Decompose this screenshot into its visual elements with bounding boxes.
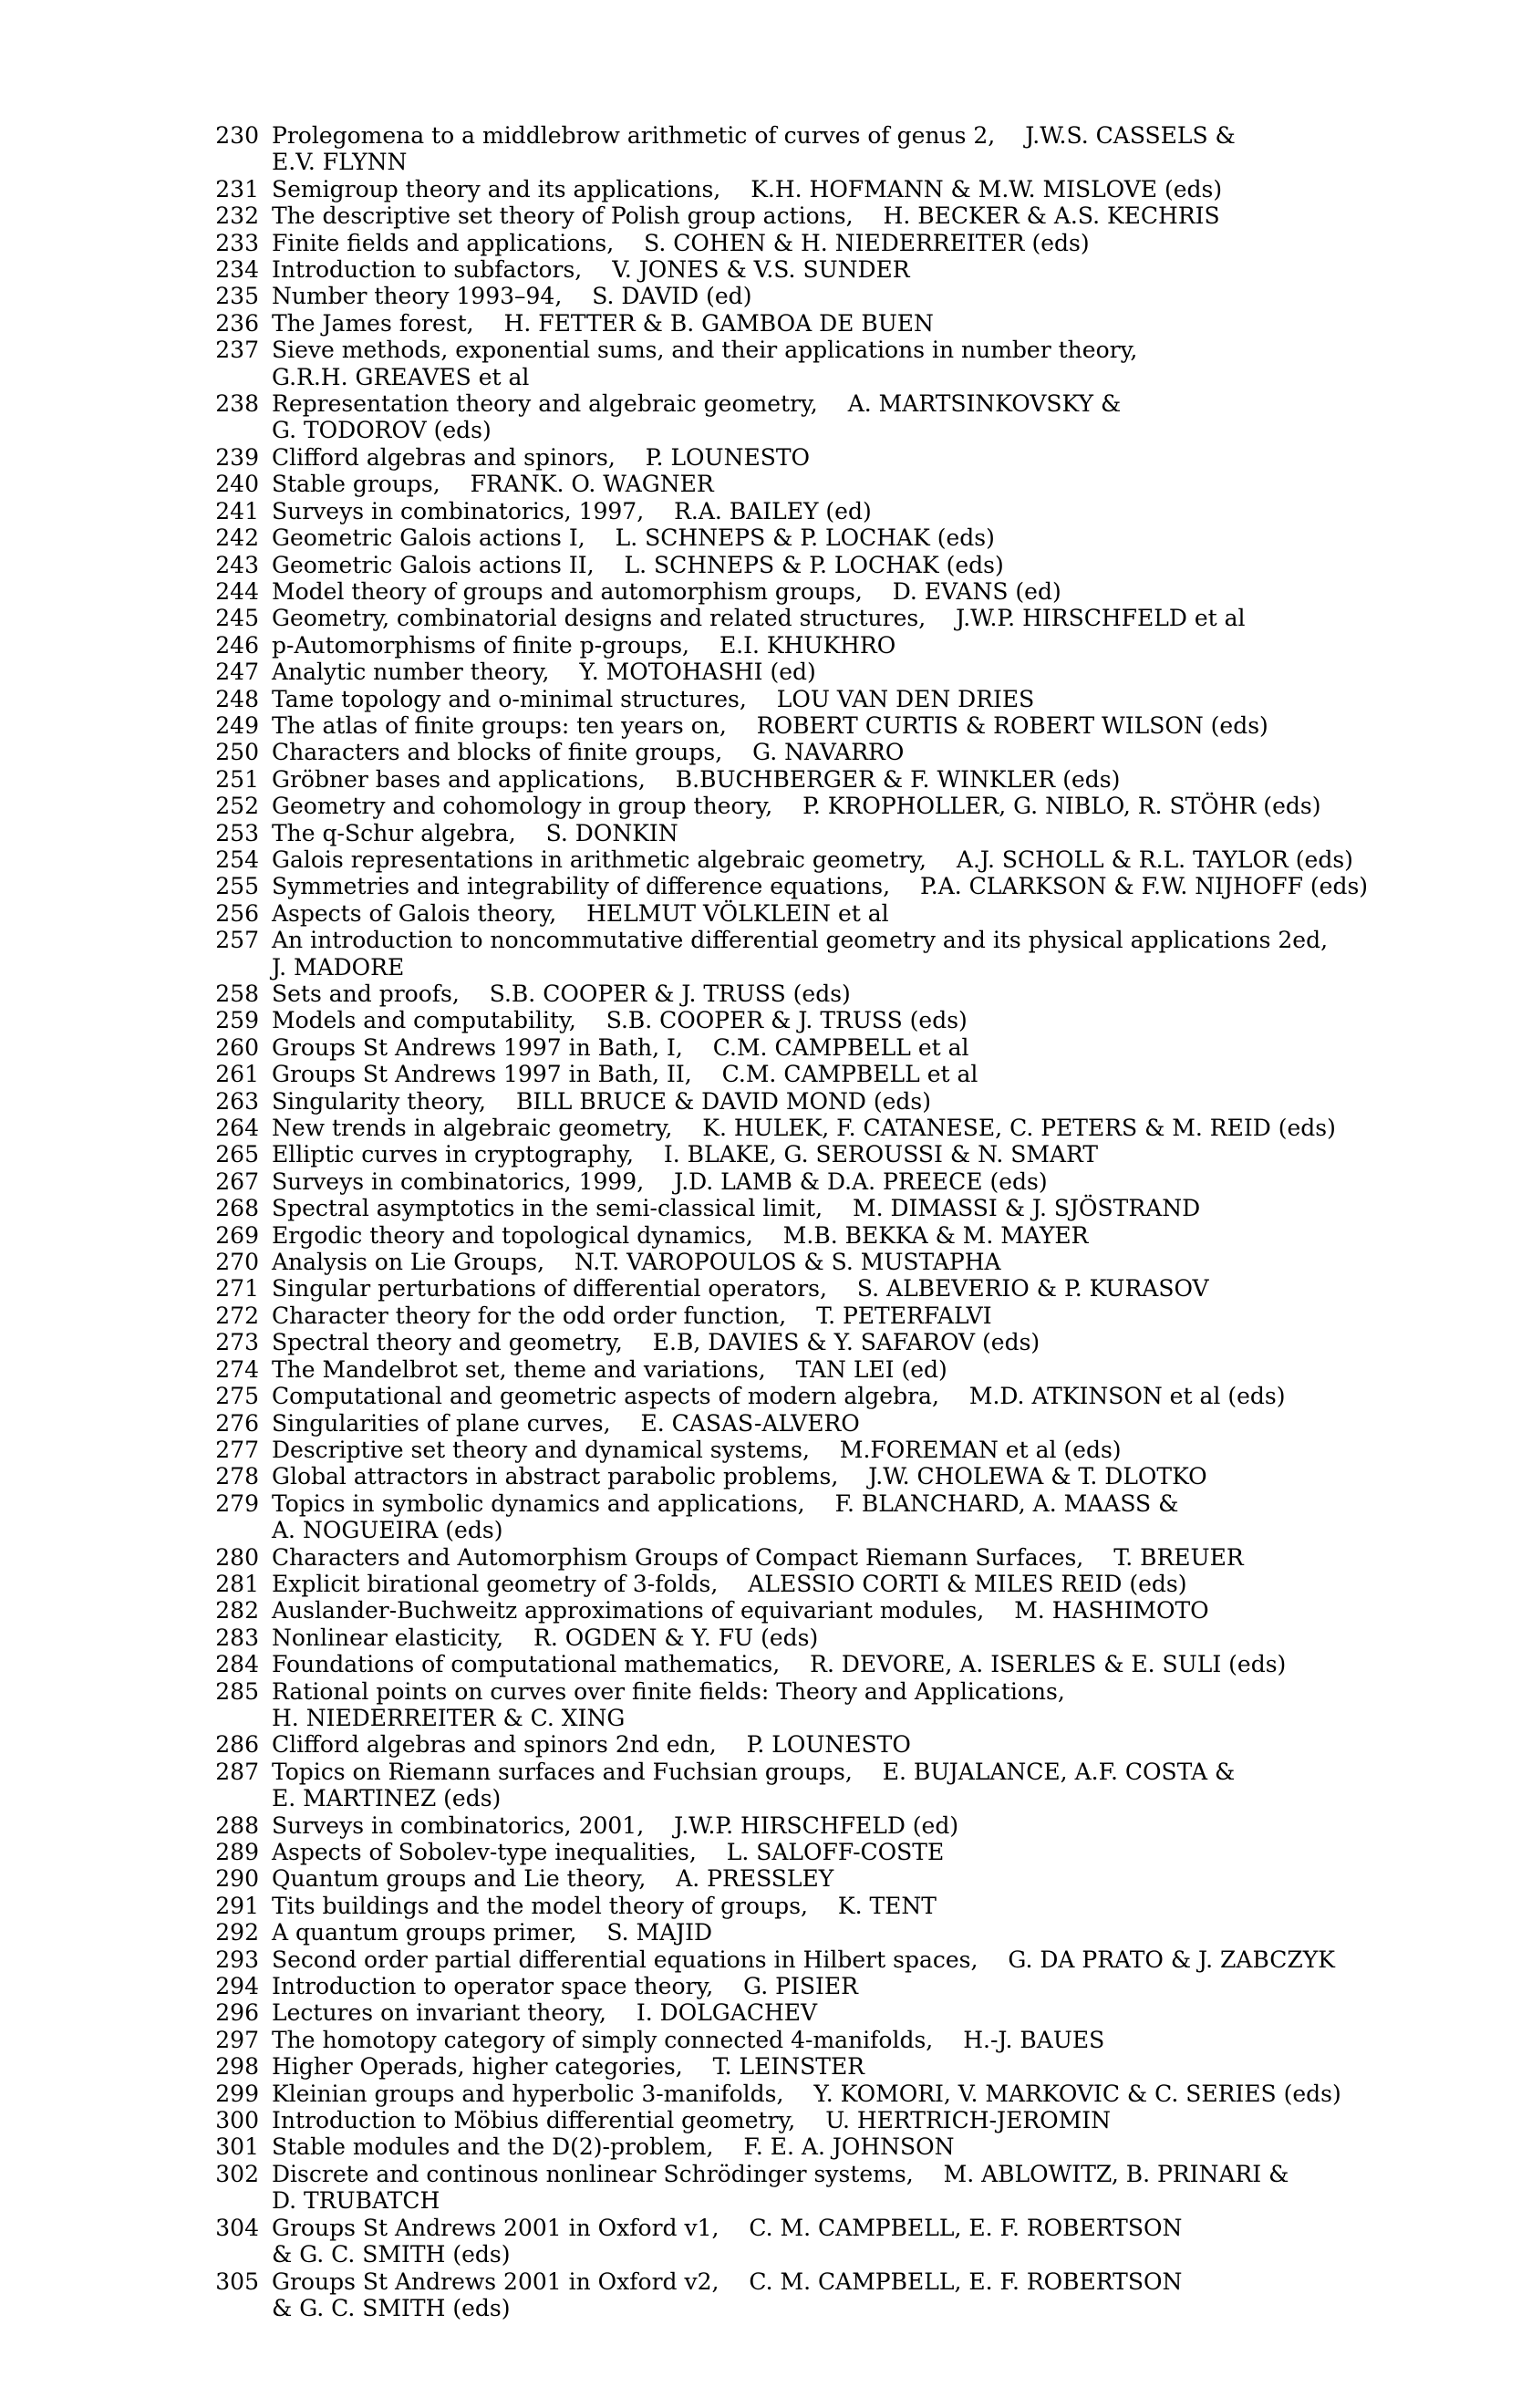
entry-authors: S. MAJID bbox=[606, 1919, 713, 1946]
entry-number: 274 bbox=[215, 1355, 259, 1383]
list-item bbox=[208, 524, 1412, 551]
entry-number: 293 bbox=[215, 1946, 259, 1973]
entry-authors: S.B. COOPER & J. TRUSS (eds) bbox=[489, 981, 851, 1007]
list-item bbox=[208, 1624, 1412, 1651]
entry-number: 296 bbox=[215, 1999, 259, 2027]
entry-title: The Mandelbrot set, theme and variations, bbox=[272, 1355, 766, 1383]
list-item bbox=[208, 471, 1412, 497]
list-item bbox=[208, 686, 1412, 712]
list-item bbox=[208, 2081, 1412, 2107]
entry-number: 273 bbox=[215, 1329, 259, 1356]
entry-continuation: & G. C. SMITH (eds) bbox=[272, 2241, 511, 2268]
entry-title: Discrete and continous nonlinear Schrödinger systems, bbox=[272, 2160, 914, 2187]
entry-number: 288 bbox=[215, 1811, 259, 1839]
entry-title: The James forest, bbox=[272, 309, 474, 337]
entry-title: Higher Operads, higher categories, bbox=[272, 2053, 683, 2081]
entry-number: 264 bbox=[215, 1115, 259, 1142]
list-item bbox=[208, 1061, 1412, 1087]
entry-authors: Y. MOTOHASHI (ed) bbox=[579, 659, 816, 686]
list-item bbox=[208, 1759, 1412, 1812]
entry-number: 281 bbox=[215, 1570, 259, 1597]
entry-continuation: E.V. FLYNN bbox=[272, 149, 408, 176]
entry-number: 231 bbox=[215, 175, 259, 202]
entry-number: 284 bbox=[215, 1651, 259, 1678]
entry-title: Stable modules and the D(2)-problem, bbox=[272, 2133, 714, 2161]
entry-authors: J.W.P. HIRSCHFELD (ed) bbox=[674, 1811, 959, 1839]
entry-title: Singular perturbations of differential operators, bbox=[272, 1275, 827, 1303]
entry-number: 250 bbox=[215, 739, 259, 766]
entry-title: Surveys in combinatorics, 1999, bbox=[272, 1168, 645, 1195]
entry-title: Surveys in combinatorics, 1997, bbox=[272, 497, 645, 524]
entry-authors: C. M. CAMPBELL, E. F. ROBERTSON bbox=[749, 2268, 1183, 2295]
entry-continuation: G.R.H. GREAVES et al bbox=[272, 363, 530, 390]
entry-authors: I. DOLGACHEV bbox=[636, 1999, 818, 2027]
entry-number: 260 bbox=[215, 1033, 259, 1061]
entry-number: 232 bbox=[215, 202, 259, 230]
entry-authors: C.M. CAMPBELL et al bbox=[712, 1033, 969, 1061]
entry-title: Symmetries and integrability of difference equations, bbox=[272, 873, 891, 900]
list-item bbox=[208, 1571, 1412, 1597]
entry-title: Prolegomena to a middlebrow arithmetic of curves of genus 2, bbox=[272, 122, 996, 149]
entry-number: 243 bbox=[215, 551, 259, 578]
entry-authors: V. JONES & V.S. SUNDER bbox=[612, 256, 910, 284]
entry-title: Analytic number theory, bbox=[272, 659, 550, 686]
entry-number: 263 bbox=[215, 1087, 259, 1115]
entry-authors: M. ABLOWITZ, B. PRINARI & bbox=[943, 2160, 1289, 2187]
entry-number: 302 bbox=[215, 2160, 259, 2187]
list-item bbox=[208, 739, 1412, 765]
entry-authors: M.B. BEKKA & M. MAYER bbox=[782, 1221, 1089, 1249]
entry-authors: H.-J. BAUES bbox=[963, 2026, 1105, 2053]
entry-authors: H. FETTER & B. GAMBOA DE BUEN bbox=[503, 309, 934, 337]
entry-title: An introduction to noncommutative differential geometry and its physical applications 2ed, bbox=[272, 927, 1329, 954]
list-item bbox=[208, 1973, 1412, 1999]
entry-number: 276 bbox=[215, 1409, 259, 1437]
entry-title: Foundations of computational mathematics, bbox=[272, 1651, 781, 1678]
entry-authors: F. E. A. JOHNSON bbox=[743, 2133, 955, 2161]
entry-authors: T. LEINSTER bbox=[712, 2053, 865, 2081]
entry-authors: S. DONKIN bbox=[545, 819, 678, 846]
list-item bbox=[208, 605, 1412, 631]
entry-title: Model theory of groups and automorphism groups, bbox=[272, 577, 863, 605]
entry-title: Characters and Automorphism Groups of Compact Riemann Surfaces, bbox=[272, 1543, 1084, 1571]
list-item bbox=[208, 632, 1412, 659]
entry-title: Rational points on curves over finite fields: Theory and Applications, bbox=[272, 1677, 1065, 1705]
list-item bbox=[208, 2215, 1412, 2268]
entry-number: 294 bbox=[215, 1973, 259, 2000]
entry-authors: Y. KOMORI, V. MARKOVIC & C. SERIES (eds) bbox=[813, 2080, 1341, 2107]
entry-number: 282 bbox=[215, 1597, 259, 1624]
entry-number: 278 bbox=[215, 1463, 259, 1490]
entry-number: 300 bbox=[215, 2107, 259, 2134]
list-item bbox=[208, 2268, 1412, 2322]
entry-authors: A.J. SCHOLL & R.L. TAYLOR (eds) bbox=[956, 846, 1353, 873]
entry-authors: K.H. HOFMANN & M.W. MISLOVE (eds) bbox=[750, 175, 1223, 202]
entry-title: Global attractors in abstract parabolic problems, bbox=[272, 1463, 839, 1490]
list-item bbox=[208, 1731, 1412, 1758]
entry-title: Geometry and cohomology in group theory, bbox=[272, 793, 773, 820]
entry-authors: K. TENT bbox=[837, 1892, 937, 1919]
entry-title: Computational and geometric aspects of modern algebra, bbox=[272, 1383, 939, 1410]
entry-authors: S. DAVID (ed) bbox=[592, 283, 752, 310]
entry-title: Sets and proofs, bbox=[272, 981, 460, 1007]
entry-number: 245 bbox=[215, 605, 259, 632]
entry-title: Descriptive set theory and dynamical systems, bbox=[272, 1436, 810, 1463]
entry-title: Analysis on Lie Groups, bbox=[272, 1249, 545, 1276]
entry-number: 304 bbox=[215, 2214, 259, 2241]
entry-title: Introduction to operator space theory, bbox=[272, 1973, 714, 2000]
entry-authors: P. KROPHOLLER, G. NIBLO, R. STÖHR (eds) bbox=[802, 793, 1321, 820]
list-item bbox=[208, 1839, 1412, 1865]
entry-title: Groups St Andrews 1997 in Bath, I, bbox=[272, 1033, 683, 1061]
list-item bbox=[208, 1597, 1412, 1624]
entry-title: Geometric Galois actions I, bbox=[272, 524, 585, 552]
entry-title: Singularities of plane curves, bbox=[272, 1409, 611, 1437]
entry-title: Tits buildings and the model theory of groups, bbox=[272, 1892, 808, 1919]
entry-authors: I. BLAKE, G. SEROUSSI & N. SMART bbox=[663, 1141, 1099, 1168]
list-item bbox=[208, 1919, 1412, 1946]
entry-authors: H. BECKER & A.S. KECHRIS bbox=[883, 202, 1220, 230]
entry-title: The descriptive set theory of Polish group actions, bbox=[272, 202, 854, 230]
entry-title: Singularity theory, bbox=[272, 1087, 486, 1115]
list-item bbox=[208, 1999, 1412, 2026]
entry-number: 259 bbox=[215, 1007, 259, 1034]
entry-title: Spectral theory and geometry, bbox=[272, 1329, 623, 1356]
entry-authors: G. PISIER bbox=[743, 1973, 858, 2000]
list-item bbox=[208, 2027, 1412, 2053]
entry-number: 238 bbox=[215, 390, 259, 418]
list-item bbox=[208, 176, 1412, 202]
entry-title: Characters and blocks of finite groups, bbox=[272, 739, 723, 766]
entry-number: 292 bbox=[215, 1919, 259, 1946]
entry-authors: ROBERT CURTIS & ROBERT WILSON (eds) bbox=[756, 711, 1268, 739]
entry-continuation: A. NOGUEIRA (eds) bbox=[272, 1517, 503, 1544]
entry-authors: L. SCHNEPS & P. LOCHAK (eds) bbox=[624, 551, 1004, 578]
entry-title: The atlas of finite groups: ten years on, bbox=[272, 711, 727, 739]
entry-title: Quantum groups and Lie theory, bbox=[272, 1865, 647, 1893]
entry-number: 257 bbox=[215, 927, 259, 954]
list-item bbox=[208, 1865, 1412, 1892]
list-item bbox=[208, 1222, 1412, 1249]
list-item bbox=[208, 1195, 1412, 1221]
entry-number: 305 bbox=[215, 2268, 259, 2295]
list-item bbox=[208, 1115, 1412, 1141]
entry-title: Clifford algebras and spinors 2nd edn, bbox=[272, 1731, 717, 1759]
entry-title: Semigroup theory and its applications, bbox=[272, 175, 721, 202]
entry-number: 246 bbox=[215, 631, 259, 659]
book-series-list bbox=[208, 122, 1412, 2321]
list-item bbox=[208, 1678, 1412, 1732]
entry-number: 254 bbox=[215, 846, 259, 873]
entry-title: Groups St Andrews 2001 in Oxford v1, bbox=[272, 2214, 719, 2241]
entry-number: 280 bbox=[215, 1543, 259, 1571]
entry-title: Number theory 1993–94, bbox=[272, 283, 563, 310]
entry-number: 277 bbox=[215, 1436, 259, 1463]
entry-number: 261 bbox=[215, 1061, 259, 1088]
entry-number: 233 bbox=[215, 229, 259, 256]
entry-authors: C. M. CAMPBELL, E. F. ROBERTSON bbox=[749, 2214, 1183, 2241]
entry-continuation: H. NIEDERREITER & C. XING bbox=[272, 1704, 626, 1731]
entry-title: Geometry, combinatorial designs and related structures, bbox=[272, 605, 926, 632]
list-item bbox=[208, 927, 1412, 981]
entry-authors: L. SCHNEPS & P. LOCHAK (eds) bbox=[615, 524, 995, 552]
entry-number: 287 bbox=[215, 1758, 259, 1785]
list-item bbox=[208, 793, 1412, 819]
entry-authors: F. BLANCHARD, A. MAASS & bbox=[834, 1489, 1179, 1517]
list-item bbox=[208, 1410, 1412, 1437]
entry-number: 247 bbox=[215, 659, 259, 686]
entry-title: Gröbner bases and applications, bbox=[272, 765, 646, 793]
entry-continuation: & G. C. SMITH (eds) bbox=[272, 2294, 511, 2321]
entry-number: 258 bbox=[215, 981, 259, 1007]
list-item bbox=[208, 1544, 1412, 1571]
entry-title: New trends in algebraic geometry, bbox=[272, 1115, 673, 1142]
entry-authors: U. HERTRICH-JEROMIN bbox=[825, 2107, 1111, 2134]
entry-title: The q-Schur algebra, bbox=[272, 819, 516, 846]
list-item bbox=[208, 337, 1412, 390]
list-item bbox=[208, 1651, 1412, 1677]
entry-title: p-Automorphisms of finite p-groups, bbox=[272, 631, 689, 659]
list-item bbox=[208, 1088, 1412, 1115]
entry-authors: J.D. LAMB & D.A. PREECE (eds) bbox=[674, 1168, 1048, 1195]
entry-title: Groups St Andrews 1997 in Bath, II, bbox=[272, 1061, 692, 1088]
entry-title: Galois representations in arithmetic algebraic geometry, bbox=[272, 846, 926, 873]
list-item bbox=[208, 202, 1412, 229]
list-item bbox=[208, 2133, 1412, 2160]
entry-authors: K. HULEK, F. CATANESE, C. PETERS & M. REID (eds) bbox=[702, 1115, 1336, 1142]
entry-number: 242 bbox=[215, 524, 259, 552]
list-item bbox=[208, 1383, 1412, 1409]
list-item bbox=[208, 1437, 1412, 1463]
entry-authors: T. BREUER bbox=[1113, 1543, 1244, 1571]
entry-authors: A. PRESSLEY bbox=[676, 1865, 834, 1893]
entry-continuation: G. TODOROV (eds) bbox=[272, 417, 492, 444]
entry-number: 251 bbox=[215, 765, 259, 793]
entry-title: Models and computability, bbox=[272, 1007, 576, 1034]
entry-title: Surveys in combinatorics, 2001, bbox=[272, 1811, 645, 1839]
entry-number: 244 bbox=[215, 577, 259, 605]
entry-authors: S.B. COOPER & J. TRUSS (eds) bbox=[606, 1007, 968, 1034]
entry-title: Groups St Andrews 2001 in Oxford v2, bbox=[272, 2268, 719, 2295]
entry-authors: R. OGDEN & Y. FU (eds) bbox=[533, 1624, 819, 1651]
list-item bbox=[208, 900, 1412, 927]
entry-authors: N.T. VAROPOULOS & S. MUSTAPHA bbox=[574, 1249, 1001, 1276]
entry-number: 272 bbox=[215, 1302, 259, 1329]
list-item bbox=[208, 578, 1412, 605]
entry-title: Aspects of Galois theory, bbox=[272, 899, 557, 927]
list-item bbox=[208, 1490, 1412, 1544]
entry-number: 249 bbox=[215, 711, 259, 739]
list-item bbox=[208, 1275, 1412, 1302]
entry-authors: J.W.P. HIRSCHFELD et al bbox=[956, 605, 1246, 632]
list-item bbox=[208, 873, 1412, 899]
entry-number: 275 bbox=[215, 1383, 259, 1410]
entry-number: 290 bbox=[215, 1865, 259, 1893]
entry-authors: C.M. CAMPBELL et al bbox=[721, 1061, 978, 1088]
entry-authors: J.W. CHOLEWA & T. DLOTKO bbox=[868, 1463, 1207, 1490]
entry-number: 236 bbox=[215, 309, 259, 337]
entry-title: Ergodic theory and topological dynamics, bbox=[272, 1221, 753, 1249]
list-item bbox=[208, 820, 1412, 846]
entry-number: 268 bbox=[215, 1195, 259, 1222]
entry-title: Second order partial differential equations in Hilbert spaces, bbox=[272, 1946, 978, 1973]
list-item bbox=[208, 256, 1412, 283]
entry-title: Geometric Galois actions II, bbox=[272, 551, 595, 578]
entry-title: Introduction to subfactors, bbox=[272, 256, 583, 284]
list-item bbox=[208, 1893, 1412, 1919]
entry-authors: BILL BRUCE & DAVID MOND (eds) bbox=[515, 1087, 932, 1115]
entry-title: Lectures on invariant theory, bbox=[272, 1999, 606, 2027]
entry-authors: M.FOREMAN et al (eds) bbox=[839, 1436, 1122, 1463]
entry-authors: S. COHEN & H. NIEDERREITER (eds) bbox=[644, 229, 1090, 256]
entry-authors: D. EVANS (ed) bbox=[892, 577, 1061, 605]
entry-title: Character theory for the odd order function, bbox=[272, 1302, 787, 1329]
list-item bbox=[208, 122, 1412, 176]
entry-authors: G. NAVARRO bbox=[752, 739, 905, 766]
entry-authors: E.I. KHUKHRO bbox=[719, 631, 896, 659]
entry-title: Representation theory and algebraic geometry, bbox=[272, 390, 818, 418]
entry-authors: L. SALOFF-COSTE bbox=[726, 1839, 945, 1865]
entry-number: 256 bbox=[215, 899, 259, 927]
entry-authors: S. ALBEVERIO & P. KURASOV bbox=[856, 1275, 1209, 1303]
entry-number: 291 bbox=[215, 1892, 259, 1919]
entry-authors: R. DEVORE, A. ISERLES & E. SULI (eds) bbox=[810, 1651, 1287, 1678]
entry-number: 235 bbox=[215, 283, 259, 310]
entry-number: 299 bbox=[215, 2080, 259, 2107]
entry-authors: G. DA PRATO & J. ZABCZYK bbox=[1008, 1946, 1335, 1973]
entry-title: Clifford algebras and spinors, bbox=[272, 443, 616, 471]
entry-number: 286 bbox=[215, 1731, 259, 1759]
entry-title: Nonlinear elasticity, bbox=[272, 1624, 504, 1651]
entry-number: 234 bbox=[215, 256, 259, 284]
entry-authors: FRANK. O. WAGNER bbox=[470, 471, 714, 498]
entry-number: 301 bbox=[215, 2133, 259, 2161]
entry-number: 230 bbox=[215, 122, 259, 149]
list-item bbox=[208, 2161, 1412, 2215]
entry-authors: B.BUCHBERGER & F. WINKLER (eds) bbox=[675, 765, 1121, 793]
entry-authors: M.D. ATKINSON et al (eds) bbox=[968, 1383, 1286, 1410]
entry-title: Aspects of Sobolev-type inequalities, bbox=[272, 1839, 697, 1865]
entry-continuation: J. MADORE bbox=[272, 953, 405, 981]
list-item bbox=[208, 846, 1412, 873]
entry-number: 271 bbox=[215, 1275, 259, 1303]
entry-number: 283 bbox=[215, 1624, 259, 1651]
list-item bbox=[208, 310, 1412, 337]
list-item bbox=[208, 1007, 1412, 1033]
entry-title: Topics on Riemann surfaces and Fuchsian groups, bbox=[272, 1758, 853, 1785]
list-item bbox=[208, 444, 1412, 471]
entry-authors: M. DIMASSI & J. SJÖSTRAND bbox=[853, 1195, 1201, 1222]
list-item bbox=[208, 230, 1412, 256]
list-item bbox=[208, 1356, 1412, 1383]
list-item bbox=[208, 1812, 1412, 1839]
entry-title: Spectral asymptotics in the semi-classical limit, bbox=[272, 1195, 823, 1222]
entry-number: 240 bbox=[215, 471, 259, 498]
entry-title: Auslander-Buchweitz approximations of equivariant modules, bbox=[272, 1597, 985, 1624]
entry-authors: M. HASHIMOTO bbox=[1014, 1597, 1209, 1624]
entry-number: 241 bbox=[215, 497, 259, 524]
entry-authors: TAN LEI (ed) bbox=[795, 1355, 947, 1383]
entry-authors: ALESSIO CORTI & MILES REID (eds) bbox=[748, 1570, 1187, 1597]
entry-number: 252 bbox=[215, 793, 259, 820]
entry-title: Elliptic curves in cryptography, bbox=[272, 1141, 634, 1168]
entry-title: Finite fields and applications, bbox=[272, 229, 615, 256]
entry-authors: E. CASAS-ALVERO bbox=[640, 1409, 860, 1437]
entry-number: 255 bbox=[215, 873, 259, 900]
list-item bbox=[208, 981, 1412, 1007]
entry-authors: P. LOUNESTO bbox=[746, 1731, 911, 1759]
entry-title: Topics in symbolic dynamics and applications, bbox=[272, 1489, 805, 1517]
list-item bbox=[208, 498, 1412, 524]
entry-title: The homotopy category of simply connected 4-manifolds, bbox=[272, 2026, 934, 2053]
entry-number: 279 bbox=[215, 1489, 259, 1517]
entry-title: Tame topology and o-minimal structures, bbox=[272, 685, 747, 712]
list-item bbox=[208, 1141, 1412, 1168]
entry-authors: J.W.S. CASSELS & bbox=[1025, 122, 1236, 149]
entry-number: 297 bbox=[215, 2026, 259, 2053]
list-item bbox=[208, 1946, 1412, 1973]
list-item bbox=[208, 659, 1412, 685]
entry-number: 265 bbox=[215, 1141, 259, 1168]
entry-number: 253 bbox=[215, 819, 259, 846]
entry-authors: A. MARTSINKOVSKY & bbox=[847, 390, 1122, 418]
list-item bbox=[208, 2053, 1412, 2080]
list-item bbox=[208, 1303, 1412, 1329]
list-item bbox=[208, 712, 1412, 739]
list-item bbox=[208, 2107, 1412, 2133]
entry-authors: E. BUJALANCE, A.F. COSTA & bbox=[882, 1758, 1236, 1785]
entry-authors: HELMUT VÖLKLEIN et al bbox=[586, 899, 889, 927]
entry-number: 248 bbox=[215, 685, 259, 712]
list-item bbox=[208, 1329, 1412, 1355]
entry-title: Explicit birational geometry of 3-folds, bbox=[272, 1570, 719, 1597]
entry-number: 267 bbox=[215, 1168, 259, 1195]
entry-number: 270 bbox=[215, 1249, 259, 1276]
entry-number: 285 bbox=[215, 1677, 259, 1705]
entry-authors: E.B, DAVIES & Y. SAFAROV (eds) bbox=[652, 1329, 1040, 1356]
entry-continuation: E. MARTINEZ (eds) bbox=[272, 1785, 502, 1812]
entry-authors: T. PETERFALVI bbox=[816, 1302, 992, 1329]
entry-title: Introduction to Möbius differential geometry, bbox=[272, 2107, 796, 2134]
list-item bbox=[208, 1034, 1412, 1061]
list-item bbox=[208, 390, 1412, 444]
list-item bbox=[208, 1249, 1412, 1275]
entry-number: 239 bbox=[215, 443, 259, 471]
entry-title: A quantum groups primer, bbox=[272, 1919, 577, 1946]
entry-authors: LOU VAN DEN DRIES bbox=[776, 685, 1035, 712]
list-item bbox=[208, 552, 1412, 578]
list-item bbox=[208, 1463, 1412, 1489]
list-item bbox=[208, 283, 1412, 309]
entry-number: 237 bbox=[215, 337, 259, 364]
list-item bbox=[208, 1168, 1412, 1195]
list-item bbox=[208, 766, 1412, 793]
entry-title: Stable groups, bbox=[272, 471, 440, 498]
entry-authors: P.A. CLARKSON & F.W. NIJHOFF (eds) bbox=[920, 873, 1369, 900]
entry-number: 269 bbox=[215, 1221, 259, 1249]
entry-authors: R.A. BAILEY (ed) bbox=[674, 497, 872, 524]
entry-number: 289 bbox=[215, 1839, 259, 1865]
entry-title: Kleinian groups and hyperbolic 3-manifolds, bbox=[272, 2080, 784, 2107]
entry-authors: P. LOUNESTO bbox=[645, 443, 811, 471]
entry-title: Sieve methods, exponential sums, and their applications in number theory, bbox=[272, 337, 1138, 364]
entry-continuation: D. TRUBATCH bbox=[272, 2187, 440, 2215]
entry-number: 298 bbox=[215, 2053, 259, 2081]
